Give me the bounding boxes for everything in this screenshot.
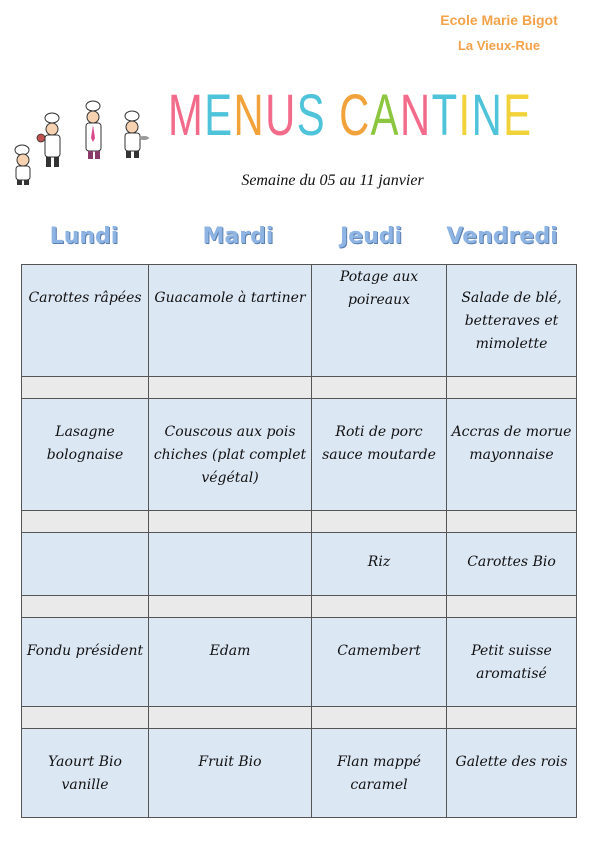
menu-cell: Accras de morue mayonnaise (447, 399, 577, 511)
title-letter: N (471, 83, 504, 148)
table-row (22, 511, 577, 533)
menu-cell: Edam (149, 618, 312, 707)
table-row (22, 377, 577, 399)
menu-cell: Couscous aux pois chiches (plat complet végétal) (149, 399, 312, 511)
school-name: Ecole Marie Bigot (440, 12, 558, 28)
menu-cell: Potage aux poireaux (312, 265, 447, 377)
menu-cell: Riz (312, 533, 447, 596)
menu-cell: Fondu président (22, 618, 149, 707)
title-letter: M (168, 83, 205, 148)
day-headers (0, 224, 595, 258)
menu-cell: Yaourt Bio vanille (22, 729, 149, 818)
table-row (22, 707, 577, 729)
table-row (22, 596, 577, 618)
menu-cell: Carottes râpées (22, 265, 149, 377)
title-letter (326, 87, 339, 145)
table-row (22, 533, 577, 596)
menu-cell: Fruit Bio (149, 729, 312, 818)
menu-cell: Salade de blé, betteraves et mimolette (447, 265, 577, 377)
title-letter: E (204, 83, 234, 148)
day-monday: Lundi (49, 224, 119, 249)
school-place: La Vieux-Rue (457, 38, 541, 53)
week-label: Semaine du 05 au 11 janvier (241, 172, 424, 189)
title-letter: S (296, 83, 327, 148)
day-tuesday: Mardi (202, 224, 274, 249)
menu-cell: Petit suisse aromatisé (447, 618, 577, 707)
menu-cell: Camembert (312, 618, 447, 707)
table-row (22, 729, 577, 818)
title-letter: U (265, 83, 297, 148)
day-friday: Vendredi (446, 224, 558, 249)
title-letter: N (233, 83, 266, 148)
title-letter: C (339, 83, 371, 148)
page-title (168, 74, 533, 158)
menu-cell: Guacamole à tartiner (149, 265, 312, 377)
title-letter: N (399, 83, 432, 148)
menu-cell: Carottes Bio (447, 533, 577, 596)
menu-table (21, 264, 577, 818)
day-thursday: Jeudi (339, 224, 403, 249)
menu-cell (149, 533, 312, 596)
title-letter: T (431, 83, 459, 148)
table-row (22, 265, 577, 377)
title-letter: E (503, 83, 533, 148)
table-row (22, 618, 577, 707)
title-letter: A (370, 83, 400, 148)
menu-cell (22, 533, 149, 596)
menu-cell: Flan mappé caramel (312, 729, 447, 818)
menu-cell: Lasagne bolognaise (22, 399, 149, 511)
menu-cell: Galette des rois (447, 729, 577, 818)
title-letter: I (458, 83, 472, 148)
menu-cell: Roti de porc sauce moutarde (312, 399, 447, 511)
table-row (22, 399, 577, 511)
